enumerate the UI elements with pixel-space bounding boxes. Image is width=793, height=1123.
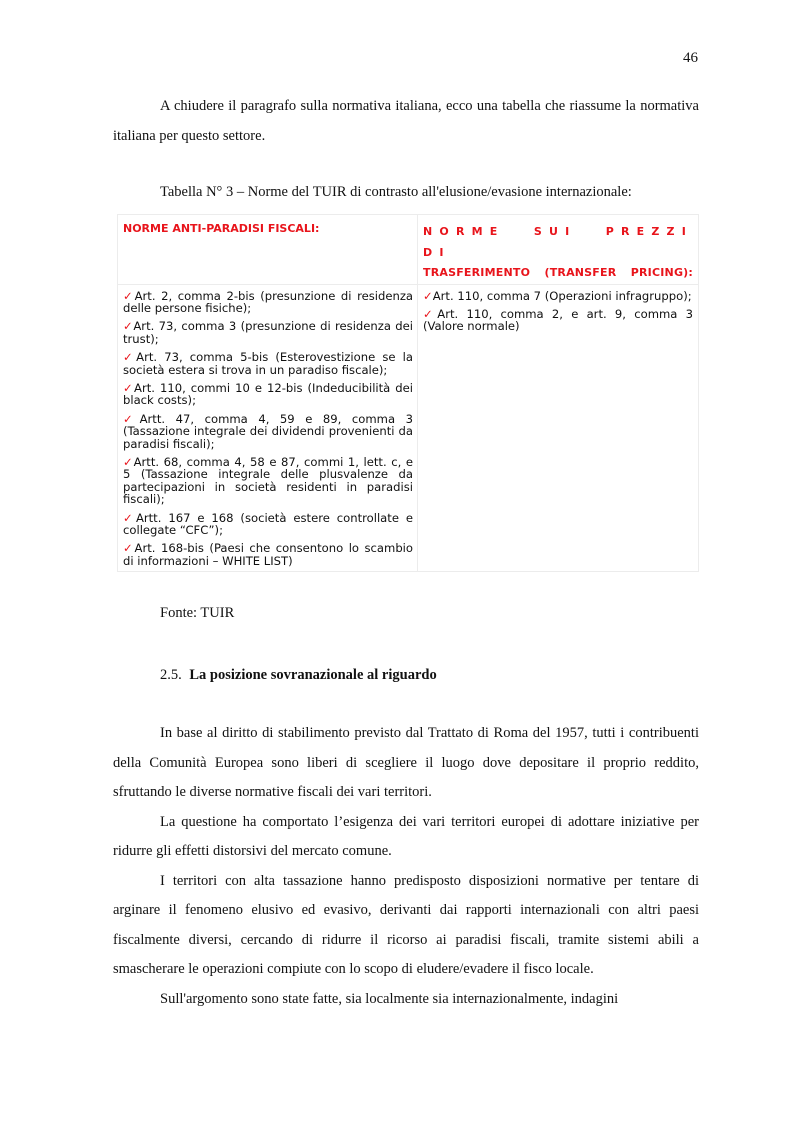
table-source: Fonte: TUIR — [160, 605, 235, 621]
section-number: 2.5. — [160, 667, 182, 683]
table-caption: Tabella N° 3 – Norme del TUIR di contrasto all'elusione/evasione internazionale: — [160, 184, 632, 200]
body-paragraph: I territori con alta tassazione hanno predisposto disposizioni normative per tentare di arginare il fenomeno elusivo ed evasivo, derivanti dai rapporti internazionali con altri paesi fiscalmente diversi, cercando di ridurre il ricorso ai paradisi fiscali, tramite sistemi abili a smascherare le operazioni compiute con lo scopo di eludere/evadere il fisco locale. — [113, 872, 699, 977]
table-body-row — [118, 284, 699, 572]
section-title: La posizione sovranazionale al riguardo — [189, 667, 437, 683]
check-icon: ✓ — [123, 319, 134, 334]
check-icon: ✓ — [123, 350, 137, 365]
list-item: ✓Art. 73, comma 3 (presunzione di residenza dei trust); — [123, 319, 414, 346]
list-item: ✓Artt. 47, comma 4, 59 e 89, comma 3 (Tassazione integrale dei dividendi provenienti da paradisi fiscali); — [123, 411, 413, 451]
page-number: 46 — [683, 50, 698, 66]
header-anti-paradisi: NORME ANTI-PARADISI FISCALI: — [118, 215, 418, 285]
check-icon: ✓ — [123, 454, 134, 469]
check-icon: ✓ — [123, 411, 140, 426]
list-item: ✓Art. 2, comma 2-bis (presunzione di residenza delle persone fisiche); — [123, 288, 414, 315]
list-item: ✓Art. 110, comma 7 (Operazioni infragruppo); — [423, 288, 692, 303]
check-icon: ✓ — [123, 510, 136, 525]
intro-paragraph: A chiudere il paragrafo sulla normativa italiana, ecco una tabella che riassume la normativa italiana per questo settore. — [113, 98, 699, 144]
header-transfer-pricing-line1: NORME SUI PREZZI DI — [423, 225, 693, 259]
check-icon: ✓ — [123, 541, 135, 556]
right-column — [418, 284, 699, 572]
tuir-norms-table — [117, 214, 699, 572]
table-header-row — [118, 215, 699, 285]
check-icon: ✓ — [423, 306, 438, 321]
body-text — [113, 719, 699, 1014]
list-item: ✓Artt. 167 e 168 (società estere controllate e collegate “CFC”); — [123, 510, 413, 537]
list-item: ✓Art. 73, comma 5-bis (Esterovestizione se la società estera si trova in un paradiso fiscale); — [123, 350, 413, 377]
body-paragraph: Sull'argomento sono state fatte, sia localmente sia internazionalmente, indagini — [160, 990, 619, 1007]
section-heading — [160, 667, 437, 684]
list-item: ✓Art. 168-bis (Paesi che consentono lo scambio di informazioni – WHITE LIST) — [123, 541, 414, 568]
check-icon: ✓ — [123, 380, 135, 395]
header-transfer-pricing-line2: TRASFERIMENTO (TRANSFER PRICING): — [423, 266, 693, 279]
left-column — [118, 284, 418, 572]
body-paragraph: In base al diritto di stabilimento previsto dal Trattato di Roma del 1957, tutti i contribuenti della Comunità Europea sono liberi di scegliere il luogo dove depositare il proprio reddito, sfruttando le diverse normative fiscali dei vari territori. — [113, 725, 699, 800]
body-paragraph: La questione ha comportato l’esigenza dei vari territori europei di adottare iniziative per ridurre gli effetti distorsivi del mercato comune. — [113, 813, 699, 859]
check-icon: ✓ — [423, 288, 433, 303]
check-icon: ✓ — [123, 288, 135, 303]
list-item: ✓Art. 110, comma 2, e art. 9, comma 3 (Valore normale) — [423, 306, 694, 334]
list-item: ✓Art. 110, commi 10 e 12-bis (Indeducibilità dei black costs); — [123, 380, 414, 408]
list-item: ✓Artt. 68, comma 4, 58 e 87, commi 1, lett. c, e 5 (Tassazione integrale delle plusvalenze da partecipazioni in società residenti in paradisi fiscali); — [123, 454, 413, 507]
header-transfer-pricing — [418, 215, 699, 285]
